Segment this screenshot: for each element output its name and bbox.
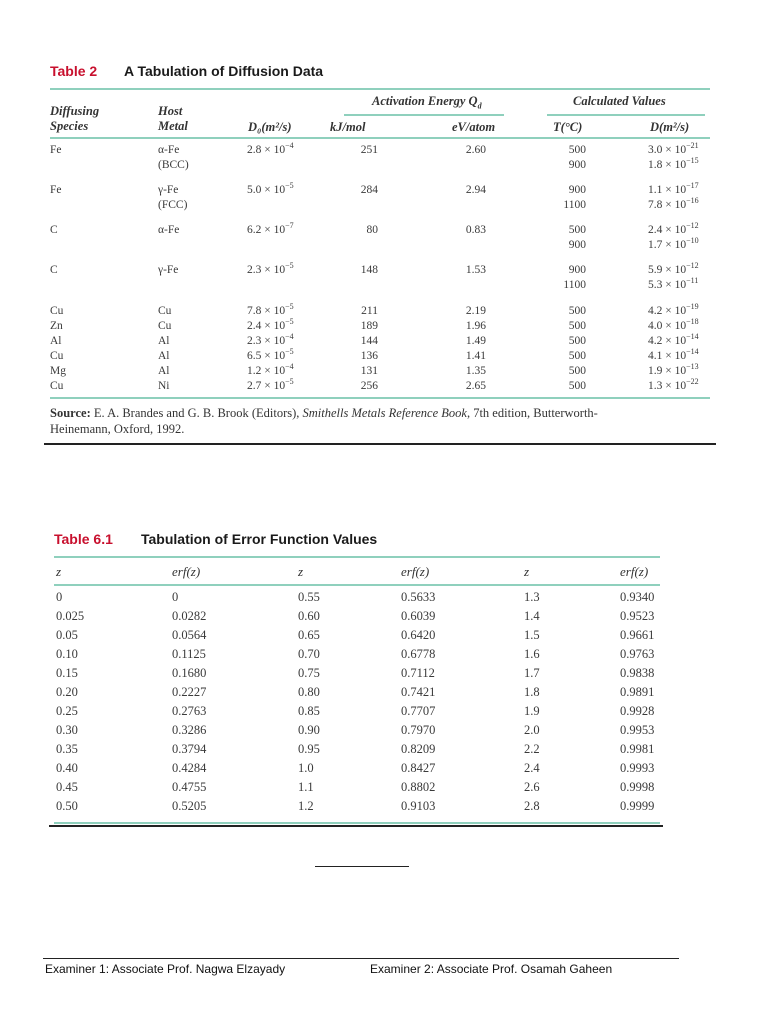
header-z: z: [298, 564, 304, 579]
examiner-2: Examiner 2: Associate Prof. Osamah Gaheen: [370, 962, 613, 976]
erf-table-row: [54, 742, 660, 761]
erf-value: 0.9981: [620, 742, 655, 756]
table2-title: A Tabulation of Diffusion Data: [124, 63, 324, 79]
erf-table-row: [54, 628, 660, 647]
header-activation-energy: Activation Energy $Q_d$: [372, 94, 482, 111]
z-value: 1.2: [298, 799, 314, 813]
header-ev-atom: eV/atom: [452, 120, 496, 134]
d-value: $1.8 \times 10^{-15}$: [648, 156, 699, 171]
z-value: 1.9: [524, 704, 540, 718]
header-host-2: Metal: [158, 119, 188, 133]
header-host-1: Host: [158, 104, 183, 118]
ev-atom: 1.41: [465, 350, 486, 362]
d0: $2.3 \times 10^{-4}$: [247, 332, 294, 347]
z-value: 0.95: [298, 742, 320, 756]
erf-value: 0.6039: [401, 609, 436, 623]
header-diffusing-2: Species: [50, 119, 89, 133]
d-value: $1.1 \times 10^{-17}$: [648, 181, 699, 196]
host-structure: (BCC): [158, 159, 189, 171]
table2-bottom-rule: [50, 397, 710, 399]
header-erf: erf(z): [172, 564, 201, 579]
z-value: 0.25: [56, 704, 78, 718]
kj-mol: 256: [360, 380, 378, 392]
host: Al: [158, 350, 170, 362]
z-value: 0.65: [298, 628, 320, 642]
erf-value: 0.8802: [401, 780, 436, 794]
header-erf: erf(z): [620, 564, 649, 579]
z-value: 0.35: [56, 742, 78, 756]
table61-header-rule: [54, 584, 660, 586]
erf-table-row: [54, 590, 660, 609]
d-value: $1.3 \times 10^{-22}$: [648, 377, 699, 392]
temperature: 1100: [563, 199, 586, 211]
d0: $5.0 \times 10^{-5}$: [247, 181, 294, 196]
host: Al: [158, 365, 170, 377]
d-value: $7.8 \times 10^{-16}$: [648, 196, 699, 211]
table61-black-rule: [49, 825, 663, 827]
erf-table-row: [54, 799, 660, 818]
species: Mg: [50, 365, 66, 377]
z-value: 0.60: [298, 609, 320, 623]
calc-group-rule: [547, 114, 705, 116]
erf-value: 0.4755: [172, 780, 207, 794]
d0: $7.8 \times 10^{-5}$: [247, 302, 294, 317]
temperature: 500: [568, 365, 586, 377]
z-value: 0.55: [298, 590, 320, 604]
ev-atom: 2.19: [465, 305, 486, 317]
erf-value: 0.9953: [620, 723, 655, 737]
erf-value: 0.0564: [172, 628, 207, 642]
kj-mol: 211: [361, 305, 378, 317]
kj-mol: 251: [360, 144, 378, 156]
ev-atom: 2.60: [465, 144, 486, 156]
z-value: 1.3: [524, 590, 540, 604]
z-value: 1.5: [524, 628, 540, 642]
erf-value: 0.8427: [401, 761, 436, 775]
erf-value: 0.1125: [172, 647, 206, 661]
temperature: 900: [568, 239, 586, 251]
d-value: $4.0 \times 10^{-18}$: [648, 317, 699, 332]
temperature: 900: [568, 159, 586, 171]
host: α-Fe: [158, 224, 180, 236]
erf-table-row: [54, 704, 660, 723]
erf-table-row: [54, 685, 660, 704]
z-value: 0.15: [56, 666, 78, 680]
header-calculated-values: Calculated Values: [573, 94, 666, 108]
kj-mol: 189: [360, 320, 378, 332]
kj-mol: 148: [360, 264, 378, 276]
z-value: 2.2: [524, 742, 540, 756]
host-structure: (FCC): [158, 199, 188, 211]
erf-value: 0.6778: [401, 647, 436, 661]
erf-value: 0.9661: [620, 628, 655, 642]
species: Fe: [50, 184, 62, 196]
erf-table-row: [54, 666, 660, 685]
temperature: 500: [568, 380, 586, 392]
temperature: 500: [568, 320, 586, 332]
erf-value: 0.9928: [620, 704, 655, 718]
erf-value: 0.9998: [620, 780, 655, 794]
d-value: $4.1 \times 10^{-14}$: [648, 347, 699, 362]
temperature: 1100: [563, 279, 586, 291]
temperature: 500: [568, 224, 586, 236]
table61-top-rule: [54, 556, 660, 558]
erf-value: 0.2763: [172, 704, 207, 718]
z-value: 2.8: [524, 799, 540, 813]
header-kj-mol: kJ/mol: [330, 120, 366, 134]
host: γ-Fe: [158, 184, 179, 196]
header-z: z: [524, 564, 530, 579]
z-value: 1.8: [524, 685, 540, 699]
z-value: 0.10: [56, 647, 78, 661]
blank-line: [315, 866, 409, 867]
d-value: $1.9 \times 10^{-13}$: [648, 362, 699, 377]
header-erf: erf(z): [401, 564, 430, 579]
z-value: 0.80: [298, 685, 320, 699]
erf-table-row: [54, 647, 660, 666]
table61-label: Table 6.1: [54, 531, 113, 547]
temperature: 500: [568, 335, 586, 347]
ev-atom: 1.35: [465, 365, 486, 377]
erf-value: 0.9993: [620, 761, 655, 775]
d0: $1.2 \times 10^{-4}$: [247, 362, 294, 377]
ev-atom: 2.65: [465, 380, 486, 392]
erf-table-row: [54, 780, 660, 799]
kj-mol: 131: [360, 365, 378, 377]
activation-group-rule: [344, 114, 504, 116]
section-divider: [44, 443, 716, 445]
species: Cu: [50, 350, 64, 362]
erf-value: 0.9103: [401, 799, 436, 813]
erf-value: 0.9838: [620, 666, 655, 680]
d-value: $5.3 \times 10^{-11}$: [648, 276, 699, 291]
species: Al: [50, 335, 62, 347]
ev-atom: 1.53: [465, 264, 486, 276]
species: C: [50, 264, 58, 276]
z-value: 0.40: [56, 761, 78, 775]
z-value: 2.0: [524, 723, 540, 737]
erf-value: 0.9891: [620, 685, 655, 699]
erf-table-row: [54, 761, 660, 780]
d0: $2.8 \times 10^{-4}$: [247, 141, 294, 156]
erf-table-row: [54, 609, 660, 628]
d0: $6.5 \times 10^{-5}$: [247, 347, 294, 362]
header-z: z: [56, 564, 62, 579]
table2-label: Table 2: [50, 63, 98, 79]
table2-header-rule: [50, 137, 710, 139]
host: α-Fe: [158, 144, 180, 156]
erf-value: 0.8209: [401, 742, 436, 756]
z-value: 0.75: [298, 666, 320, 680]
temperature: 500: [568, 350, 586, 362]
z-value: 1.1: [298, 780, 314, 794]
kj-mol: 144: [360, 335, 378, 347]
d-value: $2.4 \times 10^{-12}$: [648, 221, 699, 236]
ev-atom: 1.96: [465, 320, 486, 332]
erf-value: 0.2227: [172, 685, 207, 699]
erf-value: 0.3286: [172, 723, 207, 737]
erf-value: 0.9763: [620, 647, 655, 661]
d0: $2.3 \times 10^{-5}$: [247, 261, 294, 276]
host: Cu: [158, 305, 172, 317]
temperature: 500: [568, 144, 586, 156]
temperature: 900: [568, 184, 586, 196]
z-value: 2.4: [524, 761, 540, 775]
kj-mol: 284: [360, 184, 378, 196]
header-diffusing-1: Diffusing: [50, 104, 100, 118]
z-value: 0.45: [56, 780, 78, 794]
table2-top-rule: [50, 88, 710, 90]
d-value: $1.7 \times 10^{-10}$: [648, 236, 699, 251]
z-value: 0.20: [56, 685, 78, 699]
d-value: $5.9 \times 10^{-12}$: [648, 261, 699, 276]
erf-table-row: [54, 723, 660, 742]
d-value: $4.2 \times 10^{-14}$: [648, 332, 699, 347]
erf-value: 0: [172, 590, 179, 604]
species: Zn: [50, 320, 63, 332]
ev-atom: 0.83: [465, 224, 486, 236]
d0: $6.2 \times 10^{-7}$: [247, 221, 294, 236]
header-temperature: T(°C): [553, 120, 583, 134]
erf-value: 0.7707: [401, 704, 436, 718]
kj-mol: 80: [366, 224, 378, 236]
table61-header-row: [54, 564, 660, 584]
z-value: 1.6: [524, 647, 540, 661]
erf-value: 0.3794: [172, 742, 207, 756]
erf-value: 0.7970: [401, 723, 436, 737]
z-value: 0.30: [56, 723, 78, 737]
header-diffusion-coefficient: D(m²/s): [650, 120, 690, 134]
erf-value: 0.9340: [620, 590, 655, 604]
z-value: 1.7: [524, 666, 540, 680]
header-d0: D₀(m²/s): [248, 120, 292, 134]
d-value: $4.2 \times 10^{-19}$: [648, 302, 699, 317]
z-value: 0.85: [298, 704, 320, 718]
erf-value: 0.4284: [172, 761, 207, 775]
z-value: 0.025: [56, 609, 85, 623]
z-value: 1.0: [298, 761, 314, 775]
temperature: 900: [568, 264, 586, 276]
z-value: 1.4: [524, 609, 540, 623]
table61-title: Tabulation of Error Function Values: [141, 531, 378, 547]
z-value: 0.90: [298, 723, 320, 737]
host: Al: [158, 335, 170, 347]
species: Fe: [50, 144, 62, 156]
erf-value: 0.9523: [620, 609, 655, 623]
z-value: 0.50: [56, 799, 78, 813]
table61-bottom-rule: [54, 822, 660, 824]
d-value: $3.0 \times 10^{-21}$: [648, 141, 699, 156]
species: C: [50, 224, 58, 236]
z-value: 0.70: [298, 647, 320, 661]
d0: $2.4 \times 10^{-5}$: [247, 317, 294, 332]
erf-value: 0.7421: [401, 685, 436, 699]
z-value: 0.05: [56, 628, 78, 642]
footer-rule: [43, 958, 679, 959]
species: Cu: [50, 380, 64, 392]
ev-atom: 2.94: [465, 184, 486, 196]
d0: $2.7 \times 10^{-5}$: [247, 377, 294, 392]
erf-value: 0.5205: [172, 799, 207, 813]
host: γ-Fe: [158, 264, 179, 276]
table2-source-note: Source: E. A. Brandes and G. B. Brook (Editors), Smithells Metals Reference Book, 7th edition, Butterworth- Heinemann, Oxford, 1992.: [50, 406, 598, 436]
erf-value: 0.1680: [172, 666, 207, 680]
temperature: 500: [568, 305, 586, 317]
erf-value: 0.7112: [401, 666, 435, 680]
ev-atom: 1.49: [465, 335, 486, 347]
erf-value: 0.5633: [401, 590, 436, 604]
host: Cu: [158, 320, 172, 332]
species: Cu: [50, 305, 64, 317]
erf-value: 0.6420: [401, 628, 436, 642]
host: Ni: [158, 380, 170, 392]
kj-mol: 136: [360, 350, 378, 362]
examiner-1: Examiner 1: Associate Prof. Nagwa Elzayady: [45, 962, 286, 976]
erf-value: 0.0282: [172, 609, 207, 623]
erf-value: 0.9999: [620, 799, 655, 813]
z-value: 2.6: [524, 780, 540, 794]
z-value: 0: [56, 590, 63, 604]
